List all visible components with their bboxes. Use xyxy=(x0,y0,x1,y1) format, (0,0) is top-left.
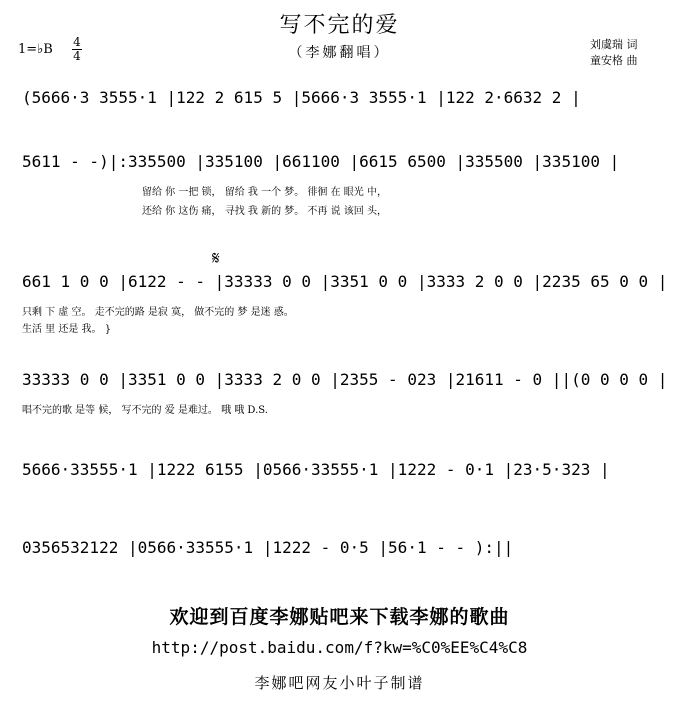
lyric-line-2a: 留给 你 一把 锁， 留给 我 一个 梦。 徘徊 在 眼光 中， xyxy=(142,187,387,198)
song-title: 写不完的爱 xyxy=(279,13,400,38)
footer-credit: 李娜吧网友小叶子制谱 xyxy=(254,674,425,692)
notation-line-6: 0356532122 |0566·33555·1 |1222 - 0·5 |56·1 - - ):|| xyxy=(22,538,514,557)
footer-url[interactable]: http://post.baidu.com/f?kw=%C0%EE%C4%C8 xyxy=(151,638,528,657)
lyric-line-3b: 生活 里 还是 我。 } xyxy=(22,324,112,335)
footer-message: 欢迎到百度李娜贴吧来下载李娜的歌曲 xyxy=(169,606,510,628)
notation-line-2: 5611 - -)|:335500 |335100 |661100 |6615 6500 |335500 |335100 | xyxy=(22,152,620,171)
meter-top: 4 xyxy=(73,35,81,49)
song-subtitle: （李娜翻唱） xyxy=(288,45,391,61)
segno-sign: 𝄋 xyxy=(212,248,220,269)
lyricist-credit: 刘虞瑞 词 xyxy=(590,38,638,51)
notation-line-3: 661 1 0 0 |6122 - - |33333 0 0 |3351 0 0 |3333 2 0 0 |2235 65 0 0 | xyxy=(22,272,668,291)
notation-line-5: 5666·33555·1 |1222 6155 |0566·33555·1 |1222 - 0·1 |23·5·323 | xyxy=(22,460,610,479)
composer-credit: 童安格 曲 xyxy=(590,54,638,67)
lyric-line-4: 唱不完的歌 是等 候， 写不完的 爱 是难过。 哦 哦 D.S. xyxy=(22,405,268,416)
notation-line-1: (5666·3 3555·1 |122 2 615 5 |5666·3 3555·1 |122 2·6632 2 | xyxy=(22,88,581,107)
meter-bottom: 4 xyxy=(73,49,81,63)
lyric-line-2b: 还给 你 这伤 痛， 寻找 我 新的 梦。 不再 说 该回 头， xyxy=(142,206,387,217)
time-signature xyxy=(72,36,82,63)
notation-line-4: 33333 0 0 |3351 0 0 |3333 2 0 0 |2355 - 023 |21611 - 0 ||(0 0 0 0 | xyxy=(22,370,668,389)
lyric-line-3a: 只剩 下 虚 空。 走不完的路 是寂 寞， 做不完的 梦 是迷 惑。 xyxy=(22,307,294,318)
key-signature: 1=♭B xyxy=(18,42,53,57)
